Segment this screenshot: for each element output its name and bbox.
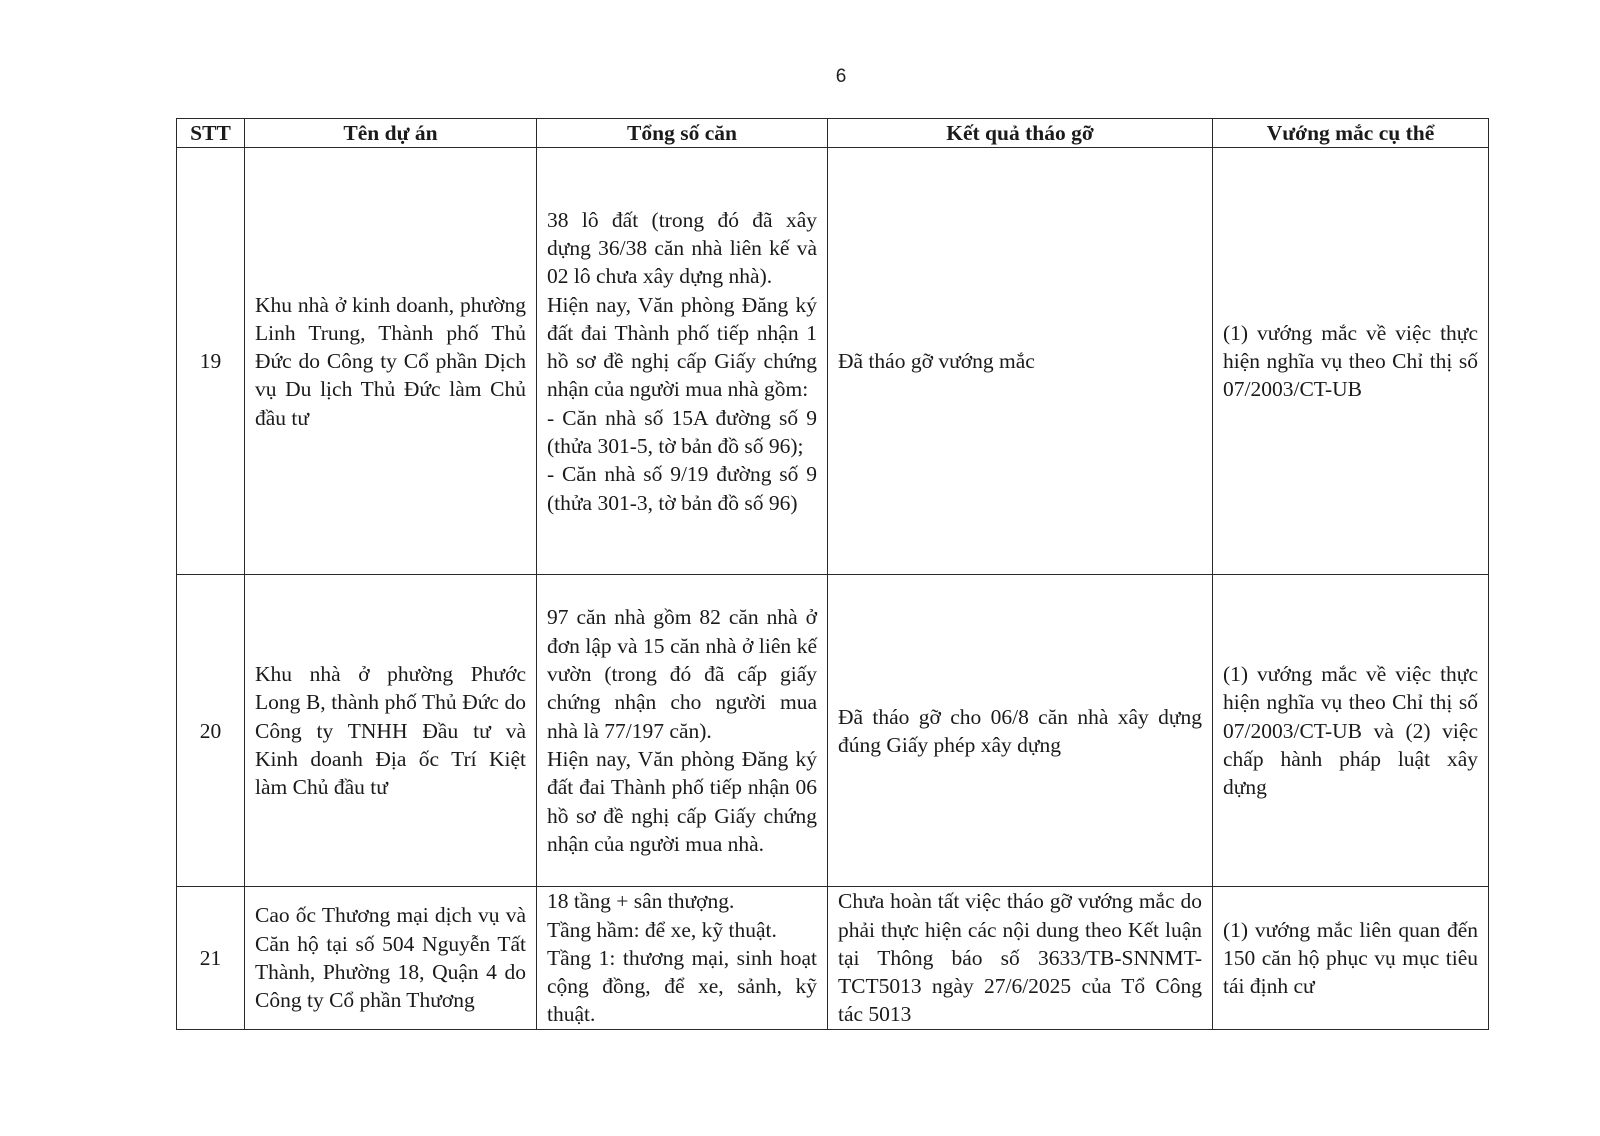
- header-tong-so-can: Tổng số căn: [537, 119, 828, 148]
- row-project-name: Cao ốc Thương mại dịch vụ và Căn hộ tại số 504 Nguyễn Tất Thành, Phường 18, Quận 4 do Công ty Cổ phần Thương: [245, 887, 537, 1029]
- table-row: [177, 148, 1489, 575]
- unit-count-paragraph: 97 căn nhà gồm 82 căn nhà ở đơn lập và 15 căn nhà ở liên kế vườn (trong đó đã cấp giấy chứng nhận cho người mua nhà là 77/197 căn).: [547, 605, 817, 743]
- row-stt: 21: [177, 887, 245, 1029]
- table-header-row: [177, 119, 1489, 148]
- header-stt: STT: [177, 119, 245, 148]
- unit-count-paragraph: 38 lô đất (trong đó đã xây dựng 36/38 căn nhà liên kế và 02 lô chưa xây dựng nhà).: [547, 207, 817, 289]
- header-ten-du-an: Tên dự án: [245, 119, 537, 148]
- row-result: Chưa hoàn tất việc tháo gỡ vướng mắc do phải thực hiện các nội dung theo Kết luận tại Thông báo số 3633/TB-SNNMT-TCT5013 ngày 27/6/2025 của Tổ Công tác 5013: [828, 887, 1213, 1029]
- row-project-name: Khu nhà ở kinh doanh, phường Linh Trung, Thành phố Thủ Đức do Công ty Cổ phần Dịch vụ Du lịch Thủ Đức làm Chủ đầu tư: [245, 148, 537, 575]
- row-stt: 20: [177, 575, 245, 887]
- unit-count-paragraph: Tầng 1: thương mại, sinh hoạt cộng đồng, để xe, sảnh, kỹ thuật.: [547, 945, 817, 1027]
- table-row: [177, 575, 1489, 887]
- unit-count-paragraph: 18 tầng + sân thượng.: [547, 889, 735, 914]
- row-unit-count: [537, 575, 828, 887]
- header-ket-qua-thao-go: Kết quả tháo gỡ: [828, 119, 1213, 148]
- table-row: [177, 887, 1489, 1029]
- row-project-name: Khu nhà ở phường Phước Long B, thành phố Thủ Đức do Công ty TNHH Đầu tư và Kinh doanh Địa ốc Trí Kiệt làm Chủ đầu tư: [245, 575, 537, 887]
- page-number: 6: [835, 66, 847, 87]
- row-issue: (1) vướng mắc về việc thực hiện nghĩa vụ theo Chỉ thị số 07/2003/CT-UB và (2) việc chấp hành pháp luật xây dựng: [1213, 575, 1489, 887]
- unit-count-paragraph: Tầng hầm: để xe, kỹ thuật.: [547, 917, 777, 942]
- row-issue: (1) vướng mắc liên quan đến 150 căn hộ phục vụ mục tiêu tái định cư: [1213, 887, 1489, 1029]
- unit-count-paragraph: Hiện nay, Văn phòng Đăng ký đất đai Thành phố tiếp nhận 1 hồ sơ đề nghị cấp Giấy chứng nhận của người mua nhà gồm:: [547, 292, 817, 402]
- row-issue: (1) vướng mắc về việc thực hiện nghĩa vụ theo Chỉ thị số 07/2003/CT-UB: [1213, 148, 1489, 575]
- row-stt: 19: [177, 148, 245, 575]
- row-result: Đã tháo gỡ vướng mắc: [828, 148, 1213, 575]
- unit-count-paragraph: Hiện nay, Văn phòng Đăng ký đất đai Thành phố tiếp nhận 06 hồ sơ đề nghị cấp Giấy chứng nhận của người mua nhà.: [547, 746, 817, 856]
- row-result: Đã tháo gỡ cho 06/8 căn nhà xây dựng đúng Giấy phép xây dựng: [828, 575, 1213, 887]
- projects-table: [176, 118, 1489, 1030]
- unit-count-paragraph: - Căn nhà số 15A đường số 9 (thửa 301-5, tờ bản đồ số 96);: [547, 405, 817, 459]
- header-vuong-mac-cu-the: Vướng mắc cụ thể: [1213, 119, 1489, 148]
- row-unit-count: [537, 887, 828, 1029]
- row-unit-count: [537, 148, 828, 575]
- unit-count-paragraph: - Căn nhà số 9/19 đường số 9 (thửa 301-3, tờ bản đồ số 96): [547, 462, 817, 515]
